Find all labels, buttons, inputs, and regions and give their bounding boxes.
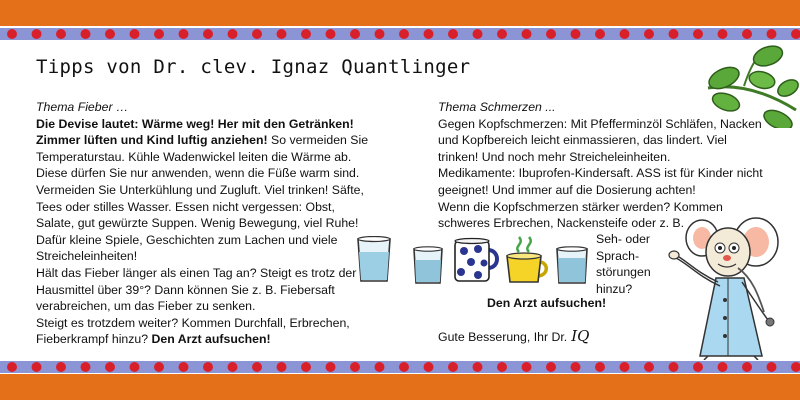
fever-paragraph-1: [36, 116, 376, 265]
page-title: Tipps von Dr. clev. Ignaz Quantlinger: [36, 56, 471, 78]
pain-sidenote: Seh- oder Sprach-störungen hinzu?: [596, 232, 651, 296]
water-glass-icon: [554, 246, 590, 286]
pain-paragraph-3: Wenn die Kopfschmerzen stärker werden? Kommen schweres Erbrechen, Nackensteife oder z. B.: [438, 199, 723, 231]
polka-dot-mug-icon: [452, 236, 502, 286]
water-glass-icon: [354, 236, 394, 284]
doctor-mouse-illustration: [668, 208, 788, 360]
pain-paragraph-1: Gegen Kopfschmerzen: Mit Pfefferminzöl Schläfen, Nacken und Kopfbereich leicht einmassieren, das lindert. Viel trinken! Und noch mehr Streicheleinheiten.: [438, 116, 762, 164]
fever-paragraph-2: Hält das Fieber länger als einen Tag an? Steigt es trotz der Hausmittel über 39°? Dann können Sie z. B. Fiebersaft verabreichen, um das Fieber zu senken.: [36, 265, 357, 314]
fever-warning: Steigt es trotzdem weiter? Kommen Durchfall, Erbrechen, Fieberkrampf hinzu?: [36, 315, 350, 347]
pain-topic: Thema Schmerzen ...: [438, 100, 556, 114]
fever-topic: Thema Fieber …: [36, 100, 129, 114]
peppermint-icon: [704, 44, 800, 128]
bottom-dotted-stripe: [0, 361, 800, 373]
signature: IQ: [571, 327, 590, 345]
fever-cta: Den Arzt aufsuchen!: [151, 332, 271, 347]
top-orange-band: [0, 0, 800, 26]
fever-section: [36, 99, 376, 348]
fever-motto: Die Devise lautet: Wärme weg! Her mit den Getränken! Zimmer lüften und Kind luftig anziehen!: [36, 116, 354, 148]
top-dotted-stripe: [0, 28, 800, 40]
closing-text: Gute Besserung, Ihr Dr.: [438, 330, 568, 344]
water-glass-icon: [411, 246, 445, 286]
fever-paragraph-3: [36, 315, 376, 348]
pain-cta: Den Arzt aufsuchen!: [487, 296, 607, 310]
pain-paragraph-2: Medikamente: Ibuprofen-Kindersaft. ASS ist für Kinder nicht geeignet! Und immer auf die Dosierung achten!: [438, 166, 763, 197]
closing-line: [438, 327, 589, 345]
bottom-orange-band: [0, 374, 800, 400]
yellow-tea-cup-icon: [503, 234, 551, 286]
fever-advice: So vermeiden Sie Temperaturstau. Kühle Wadenwickel leiten die Wärme ab. Diese dürfen Sie nur anwenden, wenn die Füße warm sind. Vermeiden Sie Unterkühlung und Zugluft. Viel trinken! Säfte, Tees oder stilles Wasser. Essen nicht vergessen: Obst, Salate, gut gewürzte Suppen. Wenig Bewegung, viel Ruhe! Dafür kleine Spiele, Geschichten zum Lachen und viele Streicheleinheiten!: [36, 133, 369, 264]
